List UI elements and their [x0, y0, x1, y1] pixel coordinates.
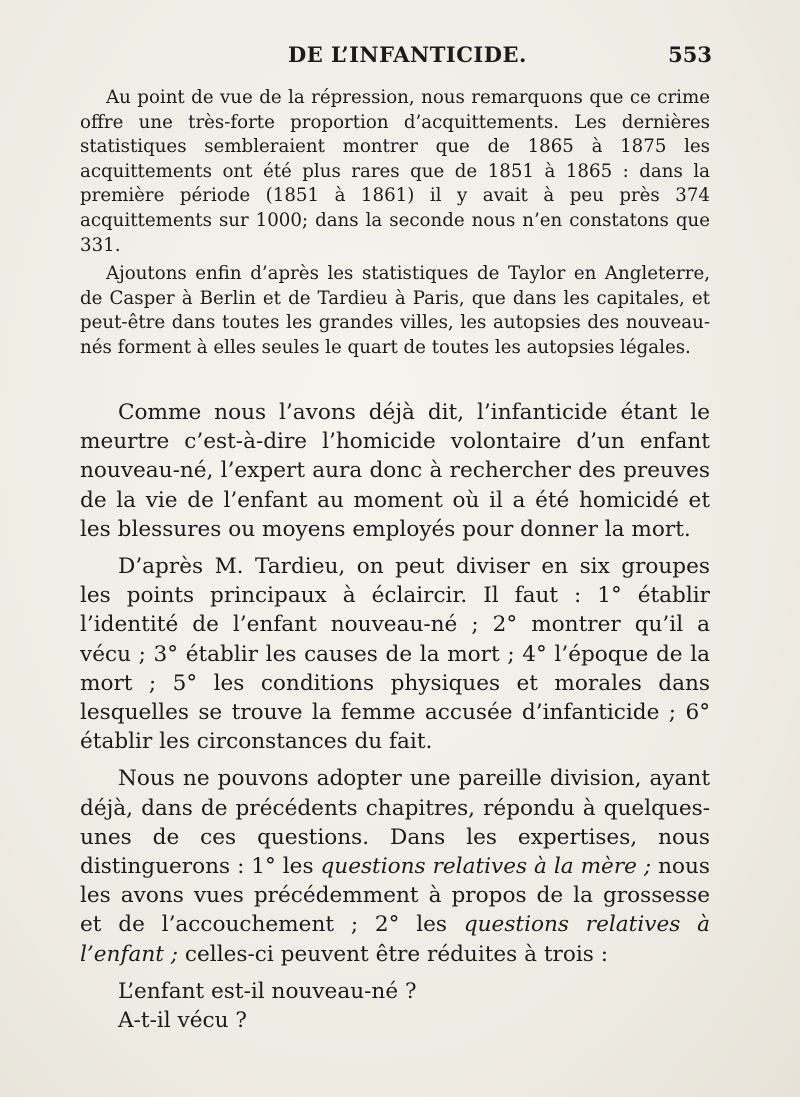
- question-newborn: L’enfant est-il nouveau-né ?: [118, 978, 417, 1004]
- running-title: DE L’INFANTICIDE.: [288, 42, 527, 67]
- text-run: nous les avons vues précédemment à propos de la grossesse et de l’accouchement ; 2° les: [80, 854, 710, 938]
- italic-phrase-child: questions relatives à l’enfant ;: [80, 912, 710, 967]
- paragraph-repression: Au point de vue de la répression, nous remarquons que ce crime offre une très-forte proportion d’acquittements. Les dernières statistiques sembleraient montrer que de 1865 à 1875 les acquittements ont été plus rares que de 1851 à 1865 : dans la première période (1851 à 1861) il y avait à peu près 374 acquittements sur 1000; dans la seconde nous n’en constatons que 331.: [80, 87, 710, 256]
- small-print-section: [80, 86, 710, 361]
- paragraph-tardieu-groups: D’après M. Tardieu, on peut diviser en six groupes les points principaux à éclaircir. Il faut : 1° établir l’identité de l’enfant nouveau-né ; 2° montrer qu’il a vécu ; 3° établir les causes de la mort ; 4° l’époque de la mort ; 5° les conditions physiques et morales dans lesquelles se trouve la femme accusée d’infanticide ; 6° établir les circonstances du fait.: [80, 554, 710, 755]
- question-lived: A-t-il vécu ?: [118, 1008, 247, 1034]
- page-number: 553: [668, 42, 712, 67]
- text-run: Nous ne pouvons adopter une pareille division, ayant déjà, dans de précédents chapitres, répondu à quelques-unes de ces questions. Dans les expertises, nous distinguerons : 1° les: [80, 766, 710, 880]
- paragraph-statistics: Ajoutons enfin d’après les statistiques de Taylor en Angleterre, de Casper à Berlin et de Tardieu à Paris, que dans les capitales, et peut-être dans toutes les grandes villes, les autopsies des nouveau-nés forment à elles seules le quart de toutes les autopsies légales.: [80, 263, 710, 358]
- paragraph-definition: Comme nous l’avons déjà dit, l’infanticide étant le meurtre c’est-à-dire l’homicide volontaire d’un enfant nouveau-né, l’expert aura donc à rechercher des preuves de la vie de l’enfant au moment où il a été homicidé et les blessures ou moyens employés pour donner la mort.: [80, 400, 710, 542]
- paragraph-distinction: [80, 764, 710, 968]
- italic-phrase-mother: questions relatives à la mère ;: [320, 854, 652, 880]
- main-text-section: [80, 398, 710, 1035]
- text-run: celles-ci peuvent être réduites à trois :: [178, 941, 608, 967]
- page-header: [82, 42, 712, 74]
